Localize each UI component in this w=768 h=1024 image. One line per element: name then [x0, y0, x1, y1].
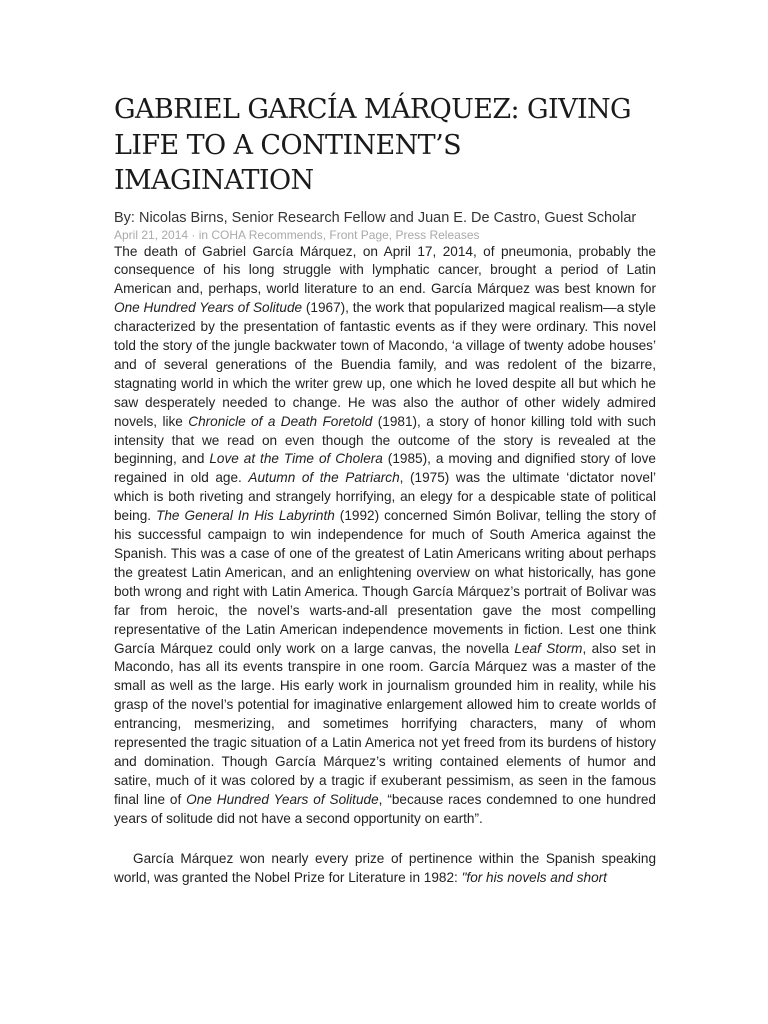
text-run: The death of Gabriel García Márquez, on April 17, 2014, of pneumonia, probably the consequence of his long struggle with lymphatic cancer, brought a period of Latin American and, perhaps, world literature to an end. García Márquez was best known for [114, 243, 656, 297]
book-title-chronicle: Chronicle of a Death Foretold [188, 413, 373, 429]
text-run: (1967), the work that popularized magical realism—a style characterized by the presentation of fantastic events as if they were ordinary. This novel told the story of the jungle backwater town of Macondo, ‘a village of twenty adobe houses’ and of several generations of the Buendia family, and was redolent of the bizarre, stagnating world in which the writer grew up, one which he loved despite all but which he saw desperately needed to change. He was also the author of other widely admired novels, like [114, 300, 656, 429]
text-run: (1981), a story of honor killing told with such intensity that we read on even though the outcome of the story is revealed at the beginning, and [114, 413, 656, 467]
article-meta: April 21, 2014 · in COHA Recommends, Front Page, Press Releases [114, 227, 480, 242]
article [114, 92, 656, 887]
book-title-one-hundred-years: One Hundred Years of Solitude [186, 791, 379, 807]
text-run: García Márquez won nearly every prize of pertinence within the Spanish speaking world, was granted the Nobel Prize for Literature in 1982: [114, 850, 656, 885]
nobel-citation-quote: "for his novels and short [461, 869, 607, 885]
article-title: GABRIEL GARCÍA MÁRQUEZ: GIVING LIFE TO A CONTINENT’S IMAGINATION [114, 94, 632, 196]
book-title-one-hundred-years: One Hundred Years of Solitude [114, 300, 303, 316]
text-run: , also set in Macondo, has all its events transpire in one room. García Márquez was a master of the small as well as the large. His early work in journalism grounded him in reality, while his grasp of the novel’s potential for imaginative enlargement allowed him to create worlds of entrancing, mesmerizing, and sometimes horrifying characters, many of whom represented the tragic situation of a Latin America not yet freed from its burdens of history and domination. Though García Márquez’s writing contained elements of humor and satire, much of it was colored by a tragic if exuberant pessimism, as seen in the famous final line of [114, 640, 656, 807]
text-run: (1992) concerned Simón Bolivar, telling the story of his successful campaign to win independence for much of South America against the Spanish. This was a case of one of the greatest of Latin Americans writing about perhaps the greatest Latin American, and an enlightening overview on what historically, has gone both wrong and right with Latin America. Though García Márquez’s portrait of Bolivar was far from heroic, the novel’s warts-and-all presentation gave the most compelling representative of the Latin American independence movements in fiction. Lest one think García Márquez could only work on a large canvas, the novella [114, 508, 656, 656]
book-title-autumn-patriarch: Autumn of the Patriarch [248, 470, 400, 486]
text-run: , “because races condemned to one hundred years of solitude did not have a second opportunity on earth”. [114, 791, 656, 826]
book-title-love-cholera: Love at the Time of Cholera [209, 451, 383, 467]
text-run: , (1975) was the ultimate ‘dictator novel’ which is both riveting and strangely horrifying, an elegy for a despicable state of political being. [114, 470, 656, 524]
article-byline: By: Nicolas Birns, Senior Research Fellow and Juan E. De Castro, Guest Scholar [114, 209, 637, 226]
article-paragraph-2 [114, 850, 656, 888]
book-title-general-labyrinth: The General In His Labyrinth [156, 508, 335, 524]
article-paragraph-1 [114, 243, 656, 829]
text-run: (1985), a moving and dignified story of love regained in old age. [114, 451, 656, 486]
book-title-leaf-storm: Leaf Storm [514, 640, 583, 656]
